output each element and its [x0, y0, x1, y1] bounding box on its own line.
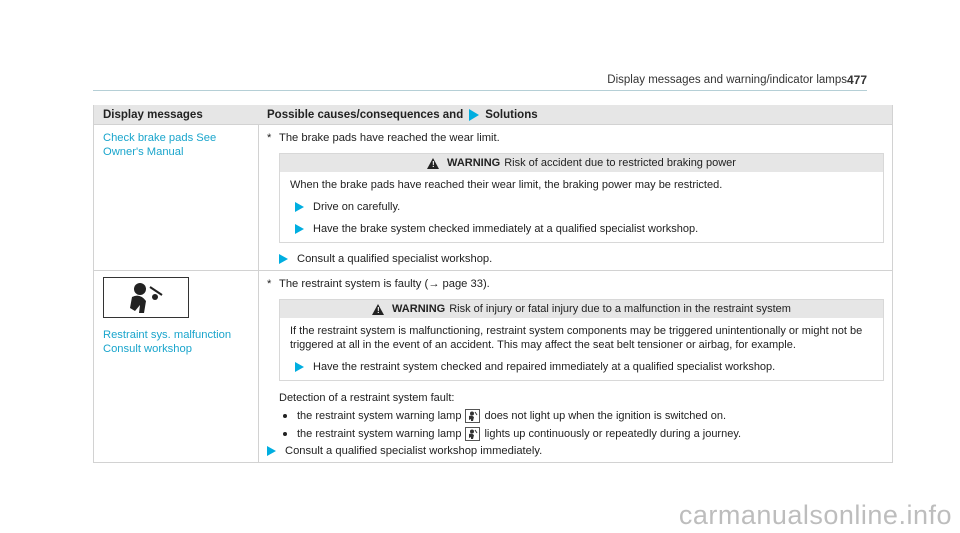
- table-header: [94, 105, 892, 124]
- arrow-right-icon: [295, 202, 304, 212]
- cause-text-value: The brake pads have reached the wear limit.: [279, 132, 500, 144]
- bullet-text-post: lights up continuously or repeatedly during a journey.: [484, 428, 742, 440]
- arrow-right-icon: [267, 446, 276, 456]
- bullet-icon: [283, 414, 287, 418]
- cause-text-value: The restraint system is faulty (→ page 33).: [279, 278, 490, 290]
- solution-step: [279, 252, 884, 266]
- warning-triangle-icon: !: [427, 158, 439, 169]
- warning-label: WARNING: [447, 157, 501, 169]
- display-message-cell: [94, 271, 259, 462]
- header-rule: [93, 90, 867, 91]
- warning-step-text: Drive on carefully.: [313, 201, 401, 213]
- page-header-title: Display messages and warning/indicator lamps: [607, 74, 847, 86]
- cause-text: [267, 131, 884, 145]
- display-message-line1: Restraint sys. malfunction: [103, 329, 232, 341]
- list-item: [279, 427, 884, 441]
- display-message-line1: Check brake pads See: [103, 132, 217, 144]
- warning-header: [280, 300, 883, 318]
- restraint-warning-lamp-icon: [465, 427, 480, 441]
- bullet-icon: [283, 432, 287, 436]
- warning-step-text: Have the brake system checked immediately at a qualified specialist workshop.: [313, 223, 699, 235]
- arrow-right-icon: [469, 109, 479, 121]
- warning-body: [280, 172, 883, 242]
- warning-title: Risk of accident due to restricted braking power: [504, 157, 736, 169]
- solution-step-text: Consult a qualified specialist workshop immediately.: [285, 445, 543, 457]
- display-message-cell: [94, 125, 259, 270]
- warning-body-text: If the restraint system is malfunctioning, restraint system components may be triggered unintentionally or might not be triggered at all in the event of an accident. This may affect the seat belt tensioner or airbag, for example.: [290, 325, 863, 351]
- bullet-text-pre: the restraint system warning lamp: [297, 428, 462, 440]
- warning-body-text: When the brake pads have reached their wear limit, the braking power may be restricted.: [290, 179, 723, 191]
- cause-marker: *: [267, 278, 272, 290]
- column-header-display-messages: Display messages: [103, 108, 203, 121]
- display-message-line2: Consult workshop: [103, 343, 192, 355]
- warning-body: [280, 318, 883, 380]
- restraint-warning-lamp-icon: [465, 409, 480, 423]
- causes-cell: [259, 125, 892, 270]
- detection-section: [279, 391, 884, 441]
- page-number: 477: [846, 73, 867, 87]
- list-item: [279, 409, 884, 423]
- solution-step: [267, 444, 884, 458]
- restraint-system-icon: [103, 277, 189, 318]
- causes-cell: [259, 271, 892, 462]
- arrow-right-icon: [295, 224, 304, 234]
- warning-step: [295, 200, 873, 214]
- display-messages-table: [93, 105, 893, 463]
- warning-step: [295, 360, 873, 374]
- bullet-text-post: does not light up when the ignition is switched on.: [484, 410, 726, 422]
- solution-step-text: Consult a qualified specialist workshop.: [297, 253, 493, 265]
- arrow-right-icon: [279, 254, 288, 264]
- cause-marker: *: [267, 132, 272, 144]
- warning-label: WARNING: [392, 303, 446, 315]
- warning-header: [280, 154, 883, 172]
- arrow-right-icon: [295, 362, 304, 372]
- warning-title: Risk of injury or fatal injury due to a malfunction in the restraint system: [449, 303, 791, 315]
- warning-triangle-icon: !: [372, 304, 384, 315]
- warning-box: [279, 299, 884, 381]
- column-header-causes: [259, 109, 892, 121]
- detection-intro: Detection of a restraint system fault:: [279, 392, 455, 404]
- column-header-solutions-text: Solutions: [485, 108, 538, 121]
- column-header-causes-text: Possible causes/consequences and: [267, 108, 464, 121]
- warning-step: [295, 222, 873, 236]
- table-row-restraint-system: [94, 270, 892, 462]
- table-row-brake-pads: [94, 124, 892, 270]
- cause-text: [267, 277, 884, 291]
- bullet-text-pre: the restraint system warning lamp: [297, 410, 462, 422]
- display-message-line2: Owner's Manual: [103, 146, 184, 158]
- warning-box: [279, 153, 884, 243]
- watermark: carmanualsonline.info: [678, 500, 952, 530]
- warning-step-text: Have the restraint system checked and repaired immediately at a qualified specialist workshop.: [313, 361, 776, 373]
